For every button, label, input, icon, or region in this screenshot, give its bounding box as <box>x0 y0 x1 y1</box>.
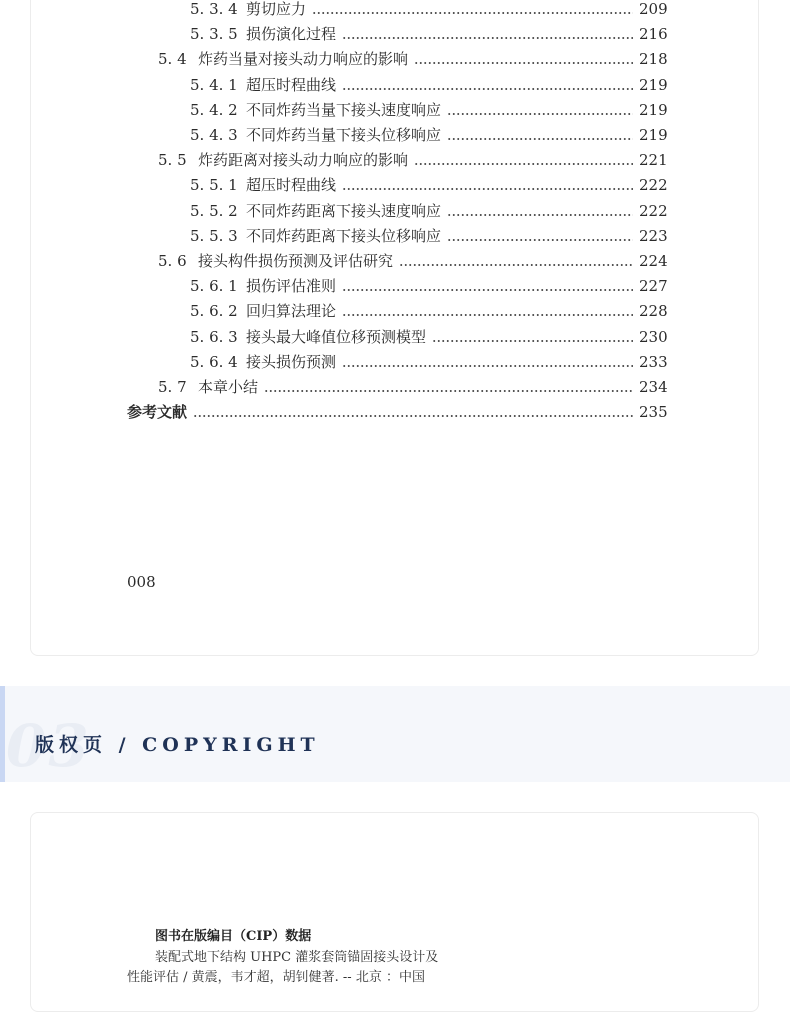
toc-entry-title: 超压时程曲线 <box>246 176 337 195</box>
toc-entry-number: 5. 5. 2 <box>190 201 238 220</box>
toc-entry-number: 5. 5. 3 <box>190 226 238 245</box>
toc-leader-dots <box>264 390 633 392</box>
toc-leader-dots <box>193 415 633 417</box>
toc-entry-number: 5. 3. 4 <box>190 0 238 18</box>
toc-entry-title: 回归算法理论 <box>246 302 337 321</box>
toc-leader-dots <box>342 188 633 190</box>
banner-watermark: 03 <box>6 712 91 780</box>
toc-entry-number: 5. 6. 1 <box>190 277 238 296</box>
toc-entry-number: 5. 6. 3 <box>190 327 238 346</box>
toc-entry-page: 221 <box>639 151 668 170</box>
toc-entry-title: 炸药当量对接头动力响应的影响 <box>198 50 409 69</box>
toc-entry[interactable] <box>190 169 668 195</box>
toc-entry[interactable] <box>190 270 668 296</box>
toc-entry-page: 219 <box>639 75 668 94</box>
toc-entry[interactable] <box>190 119 668 144</box>
toc-entry-page: 233 <box>639 352 668 371</box>
toc-entry-number: 5. 6. 4 <box>190 352 238 371</box>
toc-entry-title: 损伤演化过程 <box>246 25 337 44</box>
banner-accent-bar <box>0 686 5 782</box>
toc-entry-number: 5. 5. 1 <box>190 176 238 195</box>
toc-entry[interactable] <box>127 396 668 422</box>
toc-entry-number: 5. 7 <box>158 378 187 396</box>
toc-entry-number: 5. 6. 2 <box>190 302 238 321</box>
toc-entry-page: 222 <box>639 176 668 195</box>
toc-entry-page: 224 <box>639 252 668 270</box>
toc-entry-number: 5. 4. 2 <box>190 100 238 119</box>
toc-entry-title: 本章小结 <box>198 378 259 396</box>
toc-leader-dots <box>447 113 633 115</box>
toc-entry-number: 5. 4 <box>158 50 187 69</box>
toc-entry-page: 219 <box>639 126 668 144</box>
toc-leader-dots <box>447 239 633 241</box>
cip-heading: 图书在版编目（CIP）数据 <box>155 929 312 944</box>
toc-leader-dots <box>447 138 633 140</box>
toc-entry[interactable] <box>190 346 668 371</box>
toc-entry-page: 218 <box>639 50 668 69</box>
toc-entry-page: 209 <box>639 0 668 18</box>
toc-entry-number: 5. 5 <box>158 151 187 170</box>
toc-entry[interactable] <box>190 295 668 321</box>
toc-entry-page: 227 <box>639 277 668 296</box>
toc-leader-dots <box>342 37 633 39</box>
toc-entry-page: 235 <box>639 403 668 422</box>
toc-entry[interactable] <box>190 69 668 94</box>
toc-entry[interactable] <box>158 245 668 270</box>
toc-entry[interactable] <box>158 43 668 69</box>
toc-entry[interactable] <box>190 0 668 18</box>
toc-entry-title: 接头最大峰值位移预测模型 <box>246 327 427 346</box>
toc-leader-dots <box>312 12 633 14</box>
page-number: 008 <box>127 573 156 591</box>
toc-leader-dots <box>414 163 633 165</box>
toc-entry-title: 不同炸药距离下接头速度响应 <box>246 201 442 220</box>
cip-text-line: 性能评估 / 黄震，韦才超，胡钊健著. -- 北京 ：中国 <box>127 970 425 985</box>
section-banner <box>0 686 790 782</box>
cip-text-line: 装配式地下结构 UHPC 灌浆套筒锚固接头设计及 <box>155 950 439 965</box>
toc-entry-number: 5. 6 <box>158 252 187 270</box>
toc-leader-dots <box>342 289 633 291</box>
toc-entry-title: 损伤评估准则 <box>246 277 337 296</box>
toc-entry-title: 不同炸药当量下接头速度响应 <box>246 100 442 119</box>
toc-leader-dots <box>342 88 633 90</box>
toc-entry-page: 223 <box>639 226 668 245</box>
section-title: 版权页 / COPYRIGHT <box>35 734 320 756</box>
toc-entry-page: 230 <box>639 327 668 346</box>
toc-leader-dots <box>399 264 633 266</box>
toc-entry-title: 接头损伤预测 <box>246 352 337 371</box>
toc-leader-dots <box>447 214 633 216</box>
toc-entry-page: 228 <box>639 302 668 321</box>
toc-entry-number: 5. 4. 3 <box>190 126 238 144</box>
toc-entry-page: 219 <box>639 100 668 119</box>
toc-leader-dots <box>414 62 633 64</box>
toc-entry-title: 参考文献 <box>127 403 188 422</box>
toc-entry[interactable] <box>190 18 668 44</box>
toc-entry[interactable] <box>190 195 668 220</box>
toc-entry[interactable] <box>190 94 668 119</box>
toc-entry-title: 炸药距离对接头动力响应的影响 <box>198 151 409 170</box>
toc-entry-page: 222 <box>639 201 668 220</box>
toc-leader-dots <box>342 365 633 367</box>
toc-entry-number: 5. 4. 1 <box>190 75 238 94</box>
toc-entry-title: 不同炸药距离下接头位移响应 <box>246 226 442 245</box>
toc-entry-title: 不同炸药当量下接头位移响应 <box>246 126 442 144</box>
toc-entry-number: 5. 3. 5 <box>190 25 238 44</box>
toc-entry[interactable] <box>158 144 668 170</box>
toc-entry-page: 216 <box>639 25 668 44</box>
toc-entry-title: 剪切应力 <box>246 0 307 18</box>
toc-leader-dots <box>342 314 633 316</box>
toc-entry-page: 234 <box>639 378 668 396</box>
toc-entry[interactable] <box>158 371 668 396</box>
toc-entry-title: 接头构件损伤预测及评估研究 <box>198 252 394 270</box>
toc-entry-title: 超压时程曲线 <box>246 75 337 94</box>
toc-leader-dots <box>432 340 633 342</box>
toc-entry[interactable] <box>190 321 668 346</box>
toc-entry[interactable] <box>190 220 668 245</box>
